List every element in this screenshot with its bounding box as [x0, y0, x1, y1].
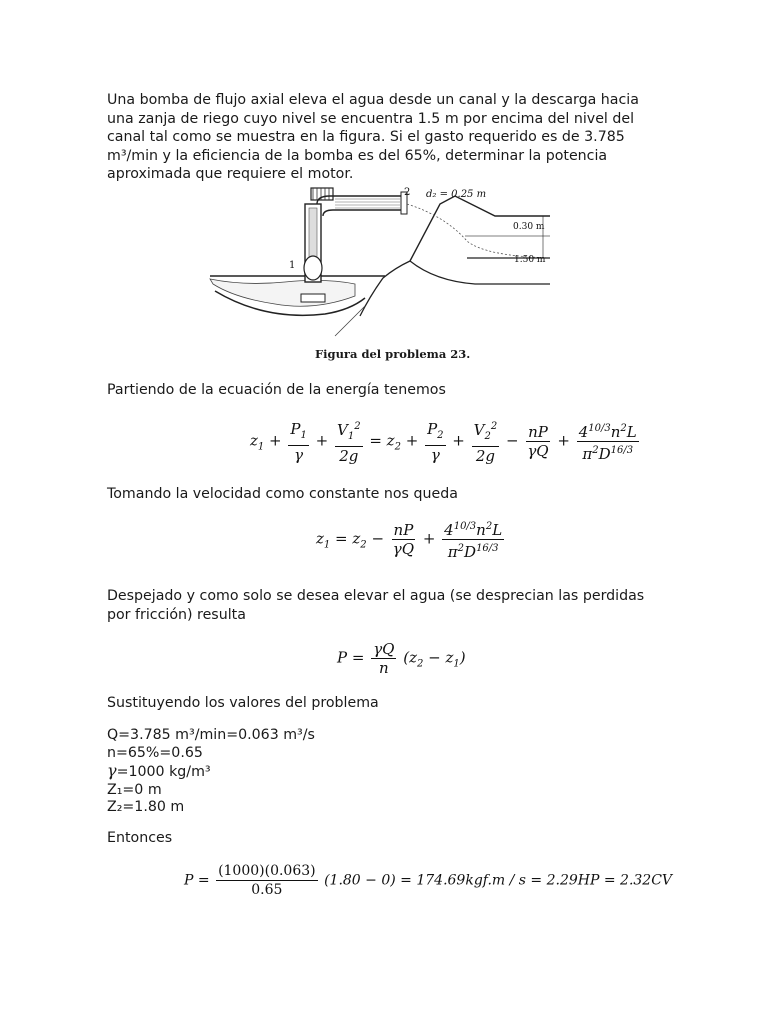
final-denominator: 0.65	[251, 882, 283, 898]
text-entonces: Entonces	[107, 830, 173, 846]
value-q: Q=3.785 m³/min=0.063 m³/s	[107, 727, 315, 743]
text-velocity: Tomando la velocidad como constante nos queda	[107, 486, 458, 502]
final-numerator: (1000)(0.063)	[218, 863, 316, 879]
text-energy: Partiendo de la ecuación de la energía tenemos	[107, 382, 446, 398]
height-label-b: 1.50 m	[514, 255, 546, 265]
gamma-symbol: γ	[107, 761, 117, 780]
value-z1: Z₁=0 m	[107, 781, 162, 798]
pump-diagram	[205, 186, 550, 364]
point-2-label: 2	[404, 187, 411, 198]
gamma-value: =1000 kg/m³	[116, 764, 211, 780]
energy-equation: $z_1$ + $\frac{P_1}{\gamma}$ + $\frac{V_1^2}{2g}$ = $z_2$ + $\frac{P_2}{\gamma}$ + $\frac{V_2^2}{2g}$ − $\frac{nP}{\gamma Q}$ + $\frac{4^{10/3}n^2L}{\pi^2D^{16/3}}$	[250, 419, 637, 465]
point-1-label: 1	[289, 260, 296, 271]
final-lhs: P =	[184, 872, 210, 889]
final-equation	[184, 862, 672, 899]
value-gamma	[107, 762, 315, 782]
value-n: n=65%=0.65	[107, 744, 203, 761]
value-z2: Z₂=1.80 m	[107, 799, 185, 815]
power-equation: P = $\frac{\gamma Q}{n}$ $(z_2 - z_1)$	[337, 640, 466, 677]
simplified-equation: $z_1 = z_2$ − $\frac{nP}{\gamma Q}$ + $\frac{4^{10/3}n^2L}{\pi^2D^{16/3}}$	[316, 518, 506, 561]
values-list	[107, 727, 315, 817]
diameter-label: d₂ = 0.25 m	[426, 189, 487, 200]
figure-caption: Figura del problema 23.	[315, 347, 471, 361]
final-rest: (1.80 − 0) = 174.69kgf.m / s = 2.29HP = 2.32CV	[324, 872, 673, 889]
height-label-a: 0.30 m	[513, 222, 545, 232]
text-despejado: Despejado y como solo se desea elevar el agua (se desprecian las perdidas por fricción) resulta	[107, 588, 645, 623]
text-sustituyendo: Sustituyendo los valores del problema	[107, 695, 379, 711]
intro-paragraph: Una bomba de flujo axial eleva el agua desde un canal y la descarga hacia una zanja de riego cuyo nivel se encuentra 1.5 m por encima del nivel del canal tal como se muestra en la figura. Si el gasto requerido es de 3.785 m³/min y la eficiencia de la bomba es del 65%, determinar la potencia aproximada que requiere el motor.	[107, 92, 639, 183]
